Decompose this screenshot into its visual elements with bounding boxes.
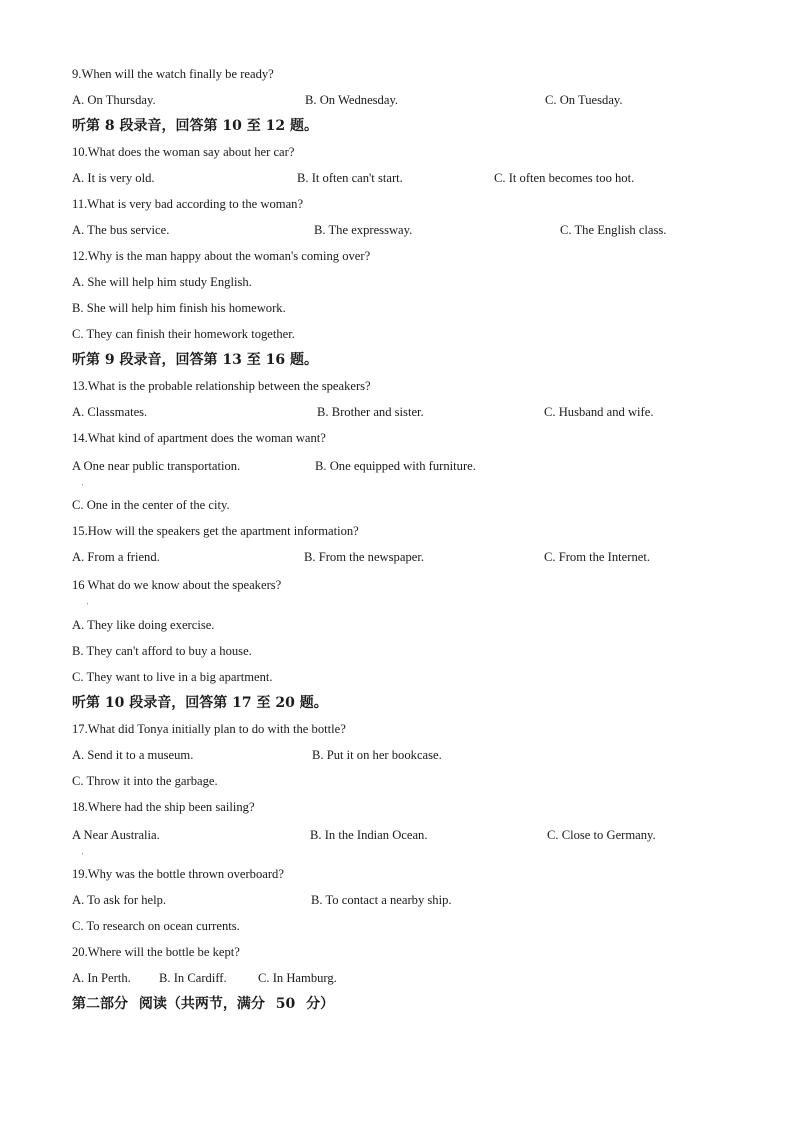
question-11-option-a: A. The bus service. (72, 223, 170, 237)
section-9-heading: 听第 9 段录音，回答第 13 至 16 题。 (72, 352, 318, 368)
question-15-option-b: B. From the newspaper. (304, 550, 424, 564)
question-19-stem: 19.Why was the bottle thrown overboard? (72, 867, 284, 881)
question-9-option-c: C. On Tuesday. (545, 93, 623, 107)
question-18-option-a: A Near Australia. (72, 828, 160, 842)
question-18-option-c: C. Close to Germany. (547, 828, 656, 842)
question-10-stem: 10.What does the woman say about her car? (72, 145, 295, 159)
question-9-option-b: B. On Wednesday. (305, 93, 399, 107)
question-16-stem: 16 What do we know about the speakers? (72, 578, 282, 592)
question-11-stem: 11.What is very bad according to the woman? (72, 197, 304, 211)
question-18-option-b: B. In the Indian Ocean. (310, 828, 428, 842)
question-14-option-b: B. One equipped with furniture. (315, 459, 476, 473)
question-16-option-c: C. They want to live in a big apartment. (72, 670, 273, 684)
question-13-option-a: A. Classmates. (72, 405, 148, 419)
question-13-stem: 13.What is the probable relationship between the speakers? (72, 379, 371, 393)
question-19-option-a: A. To ask for help. (72, 893, 167, 907)
question-14-stem: 14.What kind of apartment does the woman want? (72, 431, 326, 445)
question-15-stem: 15.How will the speakers get the apartment information? (72, 524, 359, 538)
question-17-option-a: A. Send it to a museum. (72, 748, 194, 762)
question-10-option-c: C. It often becomes too hot. (494, 171, 635, 185)
part-2-heading: 第二部分 阅读（共两节，满分 50 分） (72, 996, 335, 1012)
question-20-option-c: C. In Hamburg. (258, 971, 337, 985)
question-16-option-a: A. They like doing exercise. (72, 618, 215, 632)
question-9-stem: 9.When will the watch finally be ready? (72, 67, 274, 81)
question-12-stem: 12.Why is the man happy about the woman's coming over? (72, 249, 371, 263)
stray-mark: ˌ (86, 594, 90, 605)
question-14-option-c: C. One in the center of the city. (72, 498, 230, 512)
question-18-stem: 18.Where had the ship been sailing? (72, 800, 255, 814)
question-17-option-c: C. Throw it into the garbage. (72, 774, 218, 788)
stray-mark: ˌ (81, 475, 85, 486)
question-9-option-a: A. On Thursday. (72, 93, 156, 107)
section-8-heading: 听第 8 段录音，回答第 10 至 12 题。 (72, 118, 318, 134)
question-12-option-a: A. She will help him study English. (72, 275, 252, 289)
question-13-option-b: B. Brother and sister. (317, 405, 424, 419)
question-20-option-a: A. In Perth. (72, 971, 131, 985)
question-16-option-b: B. They can't afford to buy a house. (72, 644, 252, 658)
question-20-option-b: B. In Cardiff. (159, 971, 227, 985)
question-11-option-c: C. The English class. (560, 223, 667, 237)
question-17-option-b: B. Put it on her bookcase. (312, 748, 442, 762)
question-15-option-c: C. From the Internet. (544, 550, 650, 564)
question-20-stem: 20.Where will the bottle be kept? (72, 945, 240, 959)
section-10-heading: 听第 10 段录音，回答第 17 至 20 题。 (72, 695, 328, 711)
question-11-option-b: B. The expressway. (314, 223, 413, 237)
question-10-option-a: A. It is very old. (72, 171, 155, 185)
question-15-option-a: A. From a friend. (72, 550, 160, 564)
stray-mark: ˌ (81, 844, 85, 855)
question-17-stem: 17.What did Tonya initially plan to do with the bottle? (72, 722, 346, 736)
question-14-option-a: A One near public transportation. (72, 459, 241, 473)
question-12-option-c: C. They can finish their homework together. (72, 327, 295, 341)
question-13-option-c: C. Husband and wife. (544, 405, 654, 419)
question-19-option-b: B. To contact a nearby ship. (311, 893, 452, 907)
question-10-option-b: B. It often can't start. (297, 171, 403, 185)
question-12-option-b: B. She will help him finish his homework. (72, 301, 286, 315)
question-19-option-c: C. To research on ocean currents. (72, 919, 240, 933)
